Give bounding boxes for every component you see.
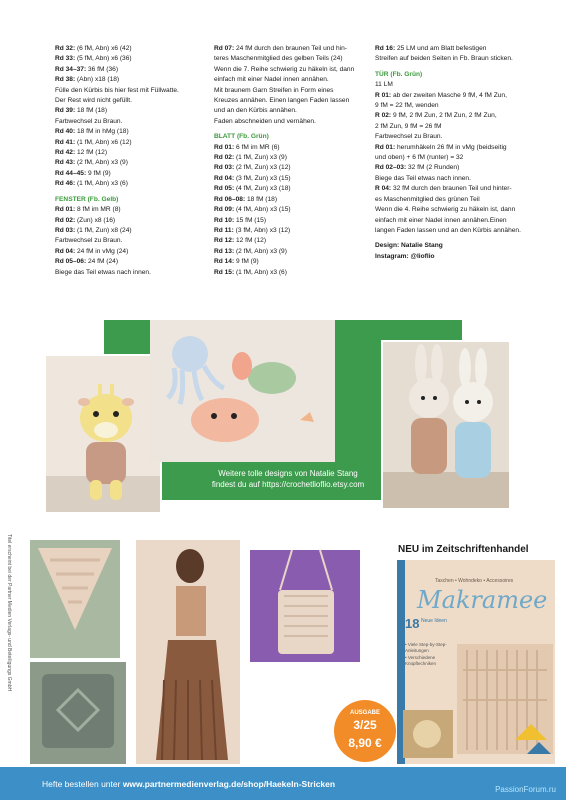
instruction-text: herumhäkeln 26 fM in vMg (beidseitig: [395, 143, 507, 151]
round-label: Rd 42:: [55, 149, 76, 157]
instruction-text: (Zun) x8 (16): [75, 216, 116, 224]
instruction-text: Wenn die 4. Reihe schwierig zu häkeln ist, dann: [375, 206, 516, 214]
round-label: Rd 16:: [375, 45, 396, 52]
instruction-line: [214, 247, 366, 257]
round-label: Rd 01:: [375, 143, 396, 151]
instruction-text: 18 fM in hMg (18): [75, 128, 129, 136]
magazine-bullet: Anleitungen: [405, 648, 429, 653]
instruction-line: [55, 179, 205, 189]
instruction-text: (6 fM, Abn) x6 (42): [75, 45, 132, 52]
instruction-text: Farbwechsel zu Braun.: [55, 117, 123, 125]
instruction-line: [55, 226, 205, 236]
instruction-text: 2 fM Zun, 9 fM = 26 fM: [375, 122, 442, 130]
instruction-text: 32 fM (2 Runden): [406, 164, 460, 172]
instruction-line: [214, 54, 366, 64]
instruction-line: [214, 117, 366, 127]
instruction-text: einfach mit einer Nadel innen annähen.Einen: [375, 216, 507, 224]
instruction-line: [55, 257, 205, 267]
shop-link[interactable]: www.partnermedienverlag.de/shop/Haekeln-Stricken: [122, 779, 336, 789]
round-label: Rd 10:: [214, 216, 235, 224]
round-label: Rd 39:: [55, 107, 76, 115]
instruction-text: 9 fM = 22 fM, wenden: [375, 102, 439, 110]
round-label: Rd 01:: [214, 143, 235, 151]
instruction-line: [214, 75, 366, 85]
round-list-fenster-cont: [214, 44, 366, 127]
round-label: Rd 44–45:: [55, 169, 87, 177]
round-label: Rd 06–08:: [214, 195, 246, 203]
magazine-bullet: • Viele Step-by-Step-: [405, 642, 447, 647]
round-list-pumpkin: [55, 44, 205, 190]
instruction-line: [214, 205, 366, 215]
instruction-line: [214, 216, 366, 226]
instruction-line: [375, 226, 535, 236]
instruction-text: (4 fM, Zun) x3 (18): [234, 185, 291, 193]
instruction-line: [375, 111, 535, 121]
instructions-column-3: [375, 44, 535, 262]
instruction-line: [55, 216, 205, 226]
instruction-line: [375, 101, 535, 111]
round-label: R 02:: [375, 112, 392, 120]
instruction-line: [55, 117, 205, 127]
round-label: R 04:: [375, 185, 392, 193]
instruction-line: [214, 184, 366, 194]
instruction-line: [375, 216, 535, 226]
instruction-text: und oben) + 6 fM (runter) = 32: [375, 154, 464, 162]
badge-issue-label: AUSGABE: [349, 710, 380, 716]
instruction-line: [214, 195, 366, 205]
instruction-text: 8 fM im MR (8): [75, 206, 121, 214]
footer-text: [42, 779, 335, 789]
instruction-text: 12 fM (12): [75, 149, 108, 157]
round-label: Rd 07:: [214, 45, 235, 52]
instagram-credit: Instagram: @lioflio: [375, 252, 435, 260]
magazine-cover[interactable]: [397, 560, 555, 764]
instruction-line: [375, 54, 535, 64]
instruction-text: (1 fM, Abn) x3 (6): [75, 180, 128, 188]
instruction-text: Wenn die 7. Reihe schwierig zu häkeln ist, dann: [214, 65, 355, 73]
instruction-text: Fülle den Kürbis bis hier fest mit Füllwatte.: [55, 86, 179, 94]
instruction-text: 32 fM durch den braunen Teil und hinter-: [391, 185, 512, 193]
round-label: Rd 33:: [55, 55, 76, 63]
round-label: Rd 32:: [55, 45, 76, 52]
instruction-line: [375, 143, 535, 153]
watermark: PassionForum.ru: [495, 785, 556, 794]
instruction-line: [375, 80, 535, 90]
badge-price: 8,90 €: [348, 736, 382, 750]
instruction-text: Biege das Teil etwas nach innen.: [55, 268, 151, 276]
instruction-text: Farbwechsel zu Braun.: [375, 133, 443, 141]
magazine-subtitle: Taschen • Wohndeko • Accessoires: [435, 578, 514, 584]
promo-text: [148, 468, 428, 490]
instruction-line: [375, 132, 535, 142]
instruction-text: 9 fM, 2 fM Zun, 2 fM Zun, 2 fM Zun,: [391, 112, 497, 120]
magazine-idea-count: 18: [405, 616, 420, 631]
instruction-line: [214, 153, 366, 163]
round-label: Rd 43:: [55, 159, 76, 167]
round-label: Rd 02:: [214, 154, 235, 162]
instruction-line: [375, 184, 535, 194]
instruction-line: [55, 44, 205, 54]
round-list-blatt-cont: [375, 44, 535, 65]
footer-prefix: Hefte bestellen unter: [42, 779, 123, 789]
instruction-text: 25 LM und am Blatt befestigen: [395, 45, 487, 52]
price-badge: [334, 700, 396, 762]
instruction-line: [55, 127, 205, 137]
round-label: Rd 41:: [55, 138, 76, 146]
instruction-line: [55, 158, 205, 168]
round-label: Rd 12:: [214, 237, 235, 245]
instruction-line: [214, 268, 366, 278]
instruction-text: Kreuzes annähen. Einen langen Faden lassen: [214, 97, 350, 105]
instruction-line: [375, 44, 535, 54]
section-heading-blatt: BLATT (Fb. Grün): [214, 133, 269, 141]
round-label: Rd 09:: [214, 206, 235, 214]
instruction-line: [214, 143, 366, 153]
instruction-text: (1 fM, Abn) x3 (6): [234, 268, 287, 276]
round-label: Rd 03:: [55, 226, 76, 234]
instruction-text: 18 fM (18): [245, 195, 278, 203]
instruction-line: [375, 122, 535, 132]
instruction-line: [375, 205, 535, 215]
publisher-note: Titel erscheint bei der Partner Medien Verlags- und Beteiligungs GmbH: [6, 534, 12, 692]
instruction-line: [214, 86, 366, 96]
instruction-line: [214, 65, 366, 75]
magazine-idea-label: Neue Ideen: [421, 618, 447, 624]
instruction-line: [375, 174, 535, 184]
round-label: Rd 02:: [55, 216, 76, 224]
instruction-text: (3 fM, Abn) x3 (12): [233, 226, 291, 234]
instruction-text: 15 fM (15): [234, 216, 267, 224]
instruction-text: Der Rest wird nicht gefüllt.: [55, 97, 132, 105]
instruction-text: 9 fM (9): [234, 258, 259, 266]
instruction-text: (Abn) x18 (18): [75, 76, 120, 84]
round-label: Rd 34–37:: [55, 65, 87, 73]
instruction-text: Farbwechsel zu Braun.: [55, 237, 123, 245]
instruction-line: [55, 148, 205, 158]
instruction-text: 9 fM (9): [86, 169, 111, 177]
instruction-text: (2 fM, Zun) x3 (12): [234, 164, 291, 172]
instructions-column-2: [214, 44, 366, 278]
round-label: Rd 01:: [55, 206, 76, 214]
instruction-text: 24 fM durch den braunen Teil und hin-: [234, 45, 347, 52]
instruction-line: [55, 236, 205, 246]
instruction-text: (3 fM, Zun) x3 (15): [234, 174, 291, 182]
instruction-line: [214, 96, 366, 106]
instruction-text: Streifen auf beiden Seiten in Fb. Braun sticken.: [375, 55, 513, 63]
round-label: Rd 05–06:: [55, 258, 87, 266]
instruction-line: [55, 96, 205, 106]
instruction-text: (4 fM, Abn) x3 (15): [234, 206, 291, 214]
instruction-text: einfach mit einer Nadel innen annähen.: [214, 76, 329, 84]
instruction-text: langen Faden lassen und an den Kürbis annähen.: [375, 226, 521, 234]
instruction-line: [214, 236, 366, 246]
instruction-line: [55, 106, 205, 116]
magazine-bullet: Knüpftechniken: [405, 661, 437, 666]
instruction-line: [214, 106, 366, 116]
instruction-line: [55, 138, 205, 148]
promo-etsy-link[interactable]: findest du auf https://crochetlioflio.etsy.com: [211, 480, 365, 489]
magazine-bullet: • Verschiedene: [405, 655, 436, 660]
instruction-text: Biege das Teil etwas nach innen.: [375, 174, 471, 182]
round-label: Rd 03:: [214, 164, 235, 172]
instruction-line: [55, 54, 205, 64]
round-label: Rd 38:: [55, 76, 76, 84]
instruction-text: (1 fM, Abn) x6 (12): [75, 138, 132, 146]
instruction-text: 36 fM (36): [86, 65, 119, 73]
round-list-tuer: [375, 80, 535, 236]
instruction-text: 18 fM (18): [75, 107, 108, 115]
instruction-line: [375, 195, 535, 205]
round-label: Rd 13:: [214, 247, 235, 255]
giraffe-photo: [44, 354, 162, 514]
instruction-line: [55, 247, 205, 257]
instruction-line: [55, 169, 205, 179]
instruction-text: es Maschenmitglied des grünen Teil: [375, 195, 480, 203]
round-label: Rd 14:: [214, 258, 235, 266]
instruction-line: [214, 163, 366, 173]
instruction-text: Mit braunem Garn Streifen in Form eines: [214, 86, 334, 94]
instruction-line: [55, 205, 205, 215]
round-label: Rd 02–03:: [375, 164, 407, 172]
round-label: Rd 15:: [214, 268, 235, 276]
instruction-text: teres Maschenmitglied des gelben Teils (24): [214, 55, 343, 63]
order-footer: [0, 767, 566, 800]
instruction-text: (5 fM, Abn) x6 (36): [75, 55, 132, 63]
round-label: R 01:: [375, 91, 392, 99]
round-label: Rd 04:: [55, 247, 76, 255]
round-label: Rd 11:: [214, 226, 234, 234]
design-credit: Design: Natalie Stang: [375, 242, 443, 250]
round-label: Rd 05:: [214, 185, 235, 193]
instruction-line: [55, 75, 205, 85]
section-heading-fenster: FENSTER (Fb. Gelb): [55, 195, 119, 203]
instruction-text: 11 LM: [375, 81, 393, 89]
designer-promo: [0, 320, 566, 500]
promo-line-1: Weitere tolle designs von Natalie Stang: [218, 469, 358, 478]
instruction-text: Faden abschneiden und vernähen.: [214, 117, 316, 125]
sea-animals-photo: [150, 320, 335, 462]
magazine-title: Makramee: [417, 586, 548, 614]
instruction-line: [214, 226, 366, 236]
instruction-text: (1 fM, Zun) x3 (9): [234, 154, 287, 162]
round-label: Rd 04:: [214, 174, 235, 182]
round-list-blatt: [214, 143, 366, 278]
instruction-line: [55, 86, 205, 96]
instruction-text: ab der zweiten Masche 9 fM, 4 fM Zun,: [391, 91, 507, 99]
instruction-text: 24 fM in vMg (24): [75, 247, 129, 255]
round-label: Rd 40:: [55, 128, 76, 136]
instruction-line: [375, 91, 535, 101]
round-list-fenster: [55, 205, 205, 278]
section-heading-tuer: TÜR (Fb. Grün): [375, 70, 423, 78]
instruction-line: [375, 163, 535, 173]
instruction-line: [55, 65, 205, 75]
instruction-line: [214, 257, 366, 267]
instructions-column-1: [55, 44, 205, 278]
instruction-line: [214, 44, 366, 54]
instruction-line: [55, 268, 205, 278]
instruction-text: (2 fM, Abn) x3 (9): [75, 159, 128, 167]
instruction-text: (1 fM, Zun) x8 (24): [75, 226, 132, 234]
instruction-text: 12 fM (12): [234, 237, 267, 245]
badge-issue-number: 3/25: [353, 718, 377, 732]
instruction-text: 6 fM im MR (6): [234, 143, 280, 151]
ad-headline: NEU im Zeitschriftenhandel: [398, 544, 529, 555]
instruction-text: (2 fM, Abn) x3 (9): [234, 247, 287, 255]
instruction-text: und an den Kürbis annähen.: [214, 107, 297, 115]
instruction-text: 24 fM (24): [86, 258, 119, 266]
instruction-line: [375, 153, 535, 163]
round-label: Rd 46:: [55, 180, 76, 188]
instruction-line: [214, 174, 366, 184]
